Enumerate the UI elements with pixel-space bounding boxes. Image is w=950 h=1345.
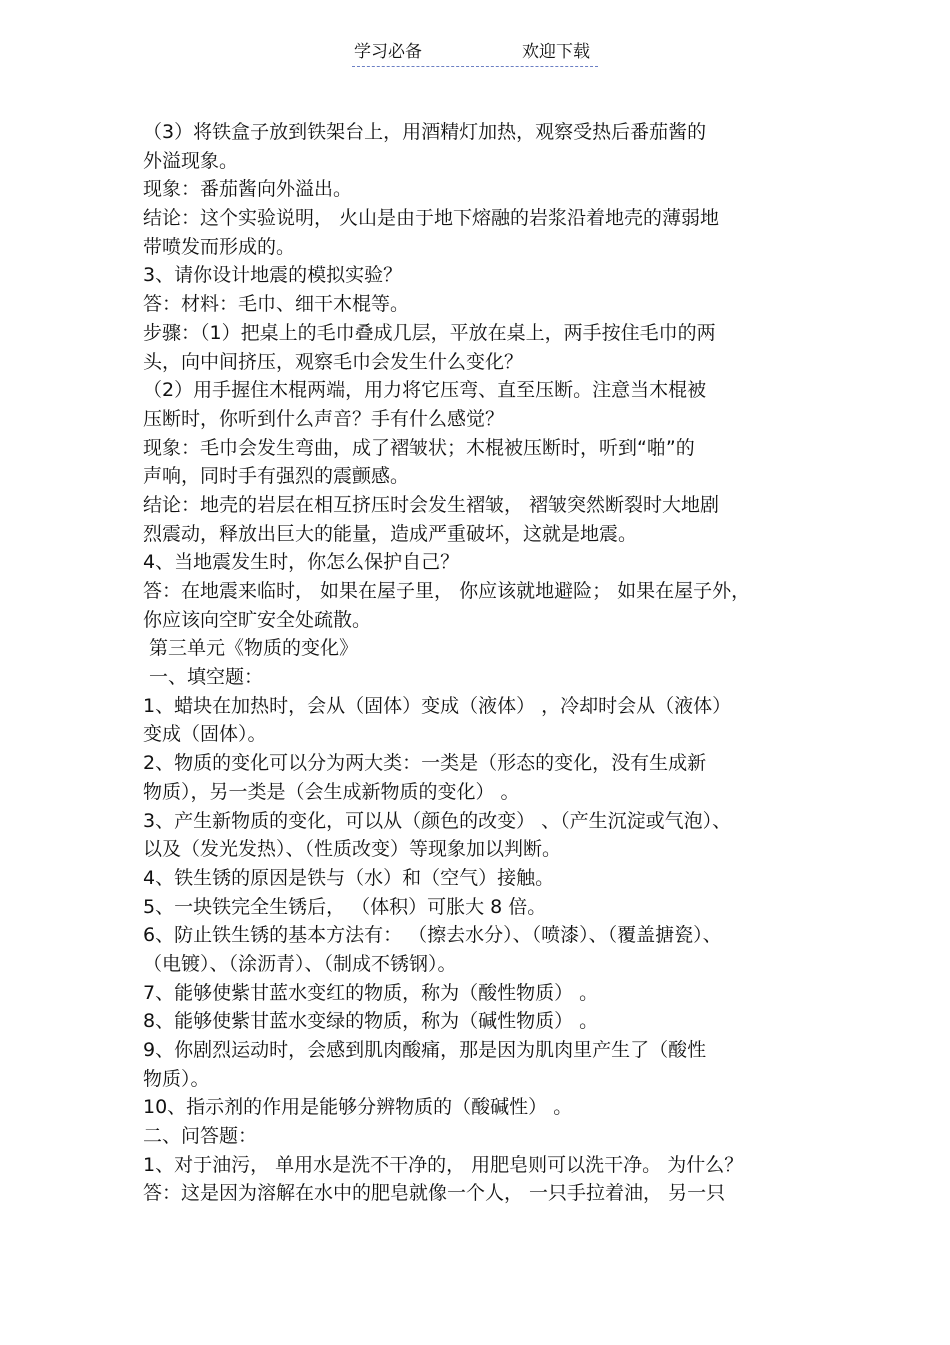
text-line: 10、指示剂的作用是能够分辨物质的（酸碱性） 。 xyxy=(143,1096,573,1119)
text-line: 烈震动，释放出巨大的能量，造成严重破坏，这就是地震。 xyxy=(143,522,638,545)
text-line: 3、产生新物质的变化，可以从（颜色的改变） 、（产生沉淀或气泡）、 xyxy=(143,809,732,832)
text-line: 6、防止铁生锈的基本方法有： （擦去水分）、（喷漆）、（覆盖搪瓷）、 xyxy=(143,924,722,947)
text-line: （电镀）、（涂沥青）、（制成不锈钢）。 xyxy=(143,952,457,975)
text-line: 1、蜡块在加热时，会从（固体）变成（液体） ，冷却时会从（液体） xyxy=(143,694,732,717)
text-line: 外溢现象。 xyxy=(143,149,239,172)
document-body xyxy=(143,118,813,1208)
text-line: 答：材料：毛巾、细干木棍等。 xyxy=(143,293,410,316)
text-line: 压断时，你听到什么声音？手有什么感觉？ xyxy=(143,407,505,430)
text-line: 答：这是因为溶解在水中的肥皂就像一个人， 一只手拉着油， 另一只 xyxy=(143,1182,726,1205)
text-line: 你应该向空旷安全处疏散。 xyxy=(143,608,372,631)
section-heading: 一、填空题： xyxy=(143,666,264,689)
text-line: 现象：毛巾会发生弯曲，成了褶皱状；木棍被压断时，听到“啪”的 xyxy=(143,436,695,459)
text-line: 8、能够使紫甘蓝水变绿的物质，称为（碱性物质） 。 xyxy=(143,1010,599,1033)
question-heading: 4、当地震发生时，你怎么保护自己？ xyxy=(143,551,460,574)
page-header xyxy=(352,40,598,67)
text-line: 5、一块铁完全生锈后， （体积）可胀大 8 倍。 xyxy=(143,895,547,918)
unit-title: 第三单元《物质的变化》 xyxy=(143,637,359,660)
text-line: 以及（发光发热）、（性质改变）等现象加以判断。 xyxy=(143,838,562,861)
text-line: 2、物质的变化可以分为两大类：一类是（形态的变化，没有生成新 xyxy=(143,752,707,775)
text-line: 7、能够使紫甘蓝水变红的物质，称为（酸性物质） 。 xyxy=(143,981,599,1004)
text-line: 结论：这个实验说明， 火山是由于地下熔融的岩浆沿着地壳的薄弱地 xyxy=(143,207,720,230)
header-right-text: 欢迎下载 xyxy=(522,42,590,62)
text-line: 头，向中间挤压，观察毛巾会发生什么变化？ xyxy=(143,350,524,373)
text-line: 9、你剧烈运动时，会感到肌肉酸痛，那是因为肌肉里产生了（酸性 xyxy=(143,1039,707,1061)
text-line: 步骤：（1）把桌上的毛巾叠成几层，平放在桌上，两手按住毛巾的两 xyxy=(143,321,716,344)
text-line: 物质），另一类是（会生成新物质的变化） 。 xyxy=(143,780,520,803)
text-line: （2）用手握住木棍两端，用力将它压弯、直至压断。注意当木棍被 xyxy=(143,379,707,402)
text-line: 1、对于油污， 单用水是洗不干净的， 用肥皂则可以洗干净。 为什么？ xyxy=(143,1153,744,1176)
text-line: 结论：地壳的岩层在相互挤压时会发生褶皱， 褶皱突然断裂时大地剧 xyxy=(143,493,720,516)
text-line: （3）将铁盒子放到铁架台上，用酒精灯加热，观察受热后番茄酱的 xyxy=(143,121,707,143)
text-line: 声响，同时手有强烈的震颤感。 xyxy=(143,465,410,488)
text-line: 答：在地震来临时， 如果在屋子里， 你应该就地避险； 如果在屋子外， xyxy=(143,580,751,602)
text-line: 4、铁生锈的原因是铁与（水）和（空气）接触。 xyxy=(143,866,555,889)
text-line: 现象：番茄酱向外溢出。 xyxy=(143,178,353,201)
question-heading: 3、请你设计地震的模拟实验？ xyxy=(143,264,403,287)
section-heading: 二、问答题： xyxy=(143,1125,258,1148)
text-line: 变成（固体）。 xyxy=(143,723,267,746)
text-line: 带喷发而形成的。 xyxy=(143,235,296,258)
text-line: 物质）。 xyxy=(143,1067,210,1090)
header-left-text: 学习必备 xyxy=(354,42,422,62)
